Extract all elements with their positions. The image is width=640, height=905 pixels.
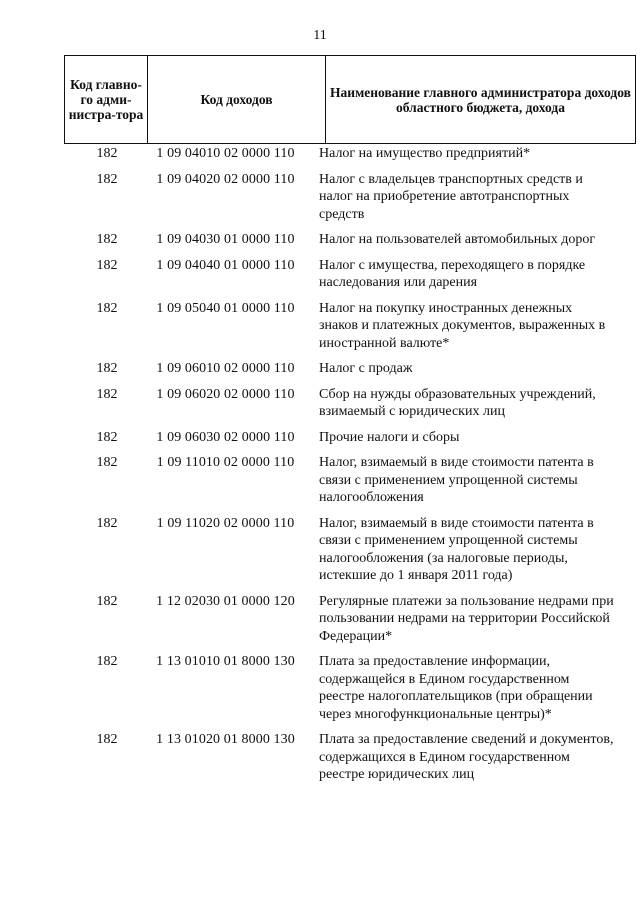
table-row (64, 653, 614, 731)
header-name: Наименование главного администратора доходов областного бюджета, дохода (326, 56, 636, 144)
income-name-cell: Плата за предоставление сведений и документов, содержащихся в Едином государственном реестре юридических лиц (319, 732, 614, 782)
income-name-cell: Налог на покупку иностранных денежных знаков и платежных документов, выраженных в иностранной валюте* (319, 300, 606, 351)
income-code-cell: 1 09 06020 02 0000 110 (156, 386, 295, 402)
income-code-cell: 1 13 01020 01 8000 130 (156, 732, 295, 747)
table-row (64, 360, 614, 386)
table-row (64, 515, 614, 593)
income-table-body (64, 145, 614, 792)
admin-code-cell: 182 (96, 386, 118, 402)
admin-code-cell: 182 (96, 515, 118, 531)
table-header (64, 55, 636, 144)
income-name-cell: Налог, взимаемый в виде стоимости патента в связи с применением упрощенной системы налогообложения (за налоговые периоды, истекшие до 1 января 2011 года) (319, 515, 594, 583)
income-code-cell: 1 12 02030 01 0000 120 (156, 593, 295, 609)
table-row (64, 593, 614, 654)
admin-code-cell: 182 (96, 732, 118, 747)
income-name-cell: Прочие налоги и сборы (319, 429, 460, 445)
page-number: 11 (313, 28, 327, 43)
table-row (64, 300, 614, 361)
income-code-cell: 1 09 11020 02 0000 110 (156, 515, 295, 531)
table-row (64, 257, 614, 300)
header-admin-code: Код главно-го адми-нистра-тора (65, 56, 148, 144)
income-name-cell: Регулярные платежи за пользование недрами при пользовании недрами на территории Российской Федерации* (319, 593, 614, 644)
income-name-cell: Налог, взимаемый в виде стоимости патента в связи с применением упрощенной системы налогообложения (319, 455, 594, 505)
income-name-cell: Налог на пользователей автомобильных дорог (319, 232, 596, 247)
admin-code-cell: 182 (96, 171, 118, 187)
income-name-cell: Налог на имущество предприятий* (319, 146, 531, 161)
table-row (64, 429, 614, 455)
admin-code-cell: 182 (96, 300, 118, 316)
income-code-cell: 1 09 04030 01 0000 110 (156, 232, 295, 247)
table-row (64, 731, 614, 792)
admin-code-cell: 182 (96, 146, 118, 161)
admin-code-cell: 182 (96, 455, 118, 470)
admin-code-cell: 182 (96, 361, 118, 376)
table-row (64, 145, 614, 171)
income-code-cell: 1 09 06010 02 0000 110 (156, 361, 295, 376)
income-table (64, 145, 614, 792)
income-name-cell: Налог с продаж (319, 361, 413, 376)
admin-code-cell: 182 (96, 654, 118, 669)
income-code-cell: 1 09 06030 02 0000 110 (156, 429, 295, 445)
income-code-cell: 1 09 05040 01 0000 110 (156, 300, 295, 316)
income-code-cell: 1 09 04040 01 0000 110 (156, 257, 295, 273)
admin-code-cell: 182 (96, 232, 118, 247)
income-code-cell: 1 09 04020 02 0000 110 (156, 171, 295, 187)
income-code-cell: 1 13 01010 01 8000 130 (156, 654, 295, 669)
header-income-code: Код доходов (148, 56, 326, 144)
income-code-cell: 1 09 04010 02 0000 110 (156, 146, 295, 161)
table-row (64, 171, 614, 232)
income-name-cell: Налог с имущества, переходящего в порядке наследования или дарения (319, 257, 586, 290)
income-name-cell: Налог с владельцев транспортных средств и налог на приобретение автотранспортных средств (319, 171, 583, 222)
admin-code-cell: 182 (96, 593, 118, 609)
admin-code-cell: 182 (96, 257, 118, 273)
income-name-cell: Сбор на нужды образовательных учреждений, взимаемый с юридических лиц (319, 386, 596, 419)
table-row (64, 231, 614, 257)
table-row (64, 454, 614, 515)
income-name-cell: Плата за предоставление информации, содержащейся в Едином государственном реестре налогоплательщиков (при обращении через многофункциональные центры)* (319, 654, 593, 722)
income-code-cell: 1 09 11010 02 0000 110 (156, 455, 295, 470)
admin-code-cell: 182 (96, 429, 118, 445)
table-row (64, 386, 614, 429)
